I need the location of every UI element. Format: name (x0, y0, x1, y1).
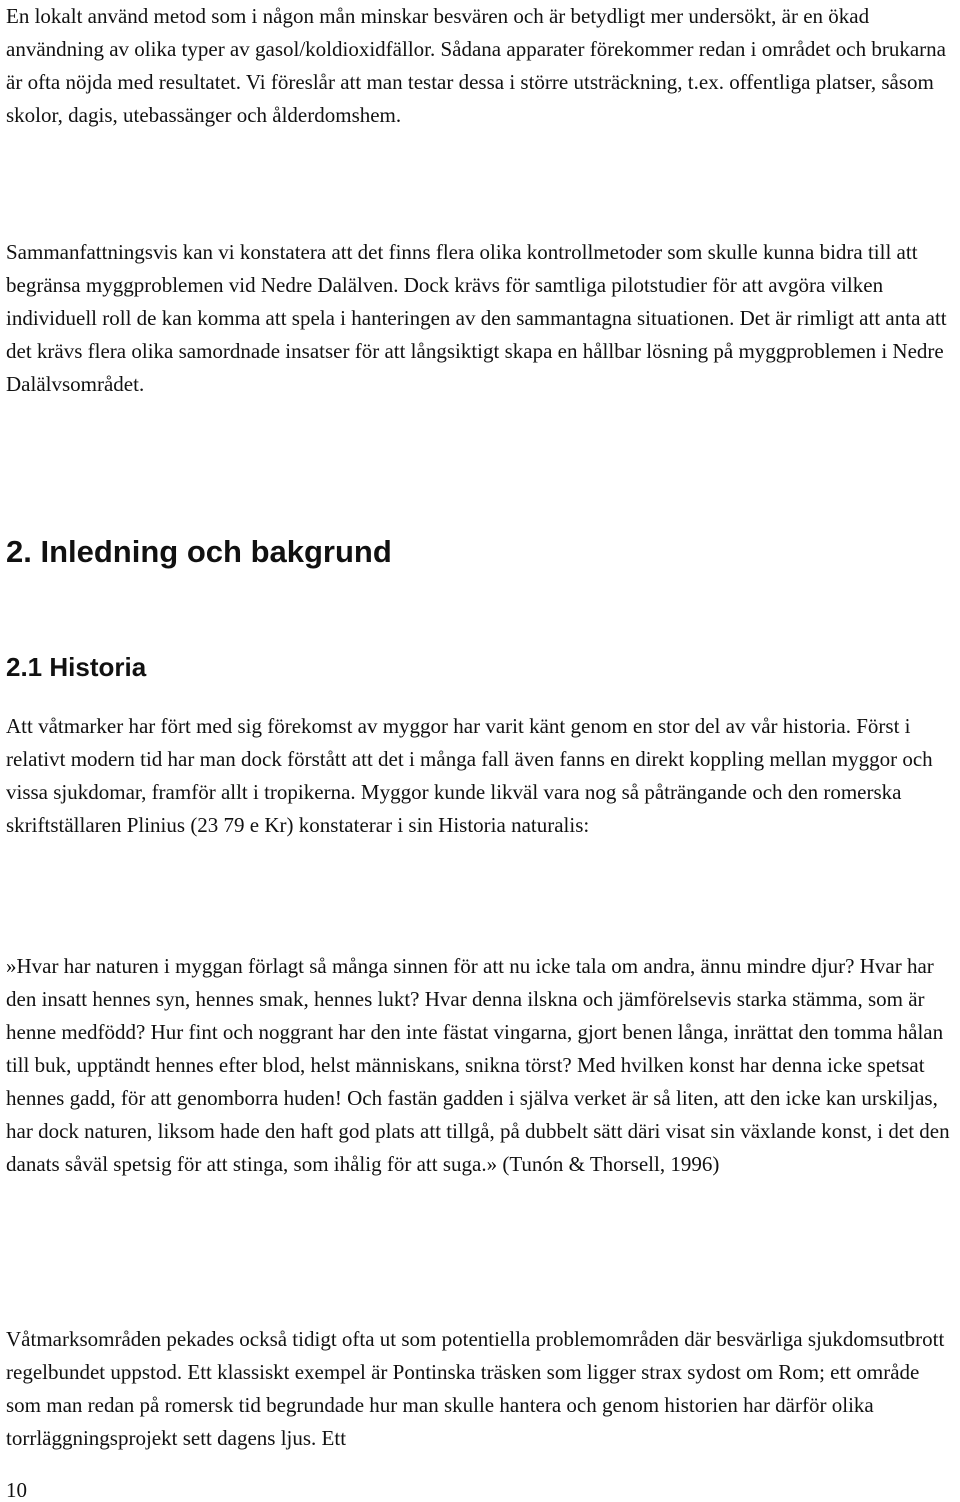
section-heading: 2. Inledning och bakgrund (6, 534, 392, 569)
paragraph-summary: Sammanfattningsvis kan vi konstatera att det finns flera olika kontrollmetoder som skulle kunna bidra till att begränsa myggproblemen vid Nedre Dalälven. Dock krävs för samtliga pilotstudier för att avgöra vilken individuell roll de kan komma att spela i hanteringen av den sammantagna situationen. Det är rimligt att anta att det krävs flera olika samordnade insatser för att långsiktigt skapa en hållbar lösning på myggproblemen i Nedre Dalälvsområdet. (6, 240, 947, 396)
block-quote: »Hvar har naturen i myggan förlagt så många sinnen för att nu icke tala om andra, ännu mindre djur? Hvar har den insatt hennes syn, hennes smak, hennes lukt? Hvar denna ilskna och jämförelsevis starka stämma, som är henne medfödd? Hur fint och noggrant har den inte fästat vingarna, gjort benen långa, inrättat den tomma hålan till buk, upptändt hennes efter blod, helst människans, snikna törst? Med hvilken konst har denna icke spetsat hennes gadd, för att genomborra huden! Och fastän gadden i själva verket är så liten, att den icke kan urskiljas, har dock naturen, liksom hade den haft god plats att tillgå, på dubbelt sätt däri visat sin växlande konst, i det den danats såväl spetsig för att stinga, som ihålig för att suga.» (Tunón & Thorsell, 1996) (6, 954, 950, 1176)
subsection-heading: 2.1 Historia (6, 652, 147, 682)
paragraph-history: Att våtmarker har fört med sig förekomst av myggor har varit känt genom en stor del av vår historia. Först i relativt modern tid har man dock förstått att det i många fall även fanns en direkt koppling mellan myggor och vissa sjukdomar, framför allt i tropikerna. Myggor kunde likväl vara nog så påträngande och den romerska skriftställaren Plinius (23 79 e Kr) konstaterar i sin Historia naturalis: (6, 714, 933, 837)
page-number: 10 (6, 1478, 27, 1502)
paragraph-wetlands: Våtmarksområden pekades också tidigt ofta ut som potentiella problemområden där besvärliga sjukdomsutbrott regelbundet uppstod. Ett klassiskt exempel är Pontinska träsken som ligger strax sydost om Rom; ett område som man redan på romersk tid begrundade hur man skulle hantera och genom historien har därför olika torrläggningsprojekt sett dagens ljus. Ett (6, 1327, 945, 1450)
paragraph-gas-traps: En lokalt använd metod som i någon mån minskar besvären och är betydligt mer undersökt, är en ökad användning av olika typer av gasol/koldioxidfällor. Sådana apparater förekommer redan i området och brukarna är ofta nöjda med resultatet. Vi föreslår att man testar dessa i större utsträckning, t.ex. offentliga platser, såsom skolor, dagis, utebassänger och ålderdomshem. (6, 4, 946, 127)
